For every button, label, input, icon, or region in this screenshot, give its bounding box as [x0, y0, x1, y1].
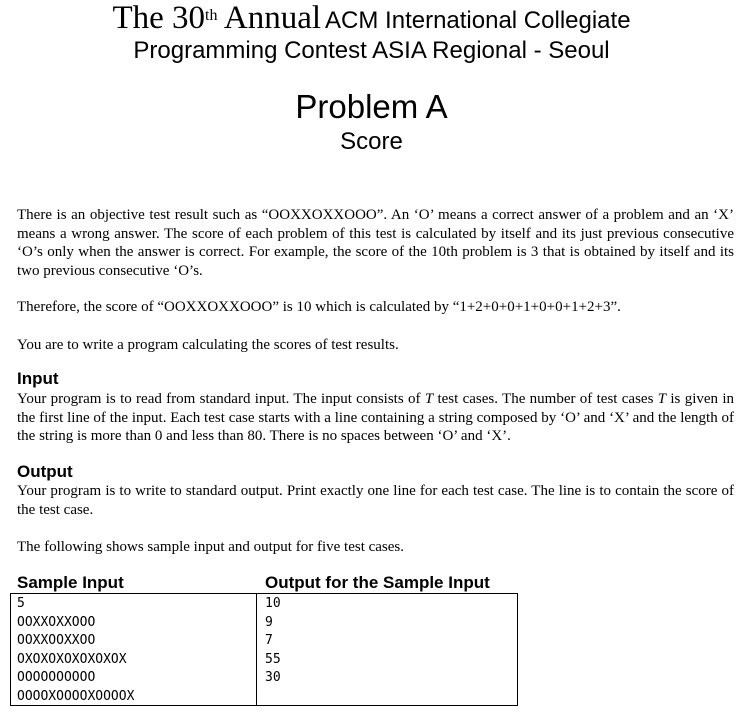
intro-paragraph-2: Therefore, the score of “OOXXOXXOOO” is 10 which is calculated by “1+2+0+0+1+0+0+1+2+3”. [17, 299, 621, 315]
sample-output-list [265, 595, 281, 688]
contest-name: ACM International Collegiate [325, 7, 631, 34]
sample-table-divider [256, 593, 257, 705]
annual-text: Annual [223, 0, 322, 36]
intro-paragraph-3: You are to write a program calculating the scores of test results. [17, 337, 399, 353]
input-text-b: test cases. The number of test cases [433, 391, 658, 407]
contest-ordinal-text: The 30 [112, 0, 205, 36]
sample-input-line: OOXXOXXOOO [17, 614, 96, 630]
sample-input-line: OXOXOXOXOXOXOX [17, 651, 127, 667]
output-heading: Output [17, 462, 73, 481]
sample-input-line: OOOOXOOOOXOOOOX [17, 688, 135, 704]
output-description: Your program is to write to standard output. Print exactly one line for each test case. The line is to contain the score of the test case. [17, 483, 734, 518]
variable-t: T [657, 391, 667, 407]
input-text-c: is given in the first line of the input. Each test case starts with a line containing a string composed by ‘O’ and ‘X’ and the length of the string is more than 0 and less than 80. There is no spaces between ‘O’ and ‘X’. [17, 391, 734, 444]
contest-title-line1 [0, 0, 743, 36]
sample-intro: The following shows sample input and output for five test cases. [17, 539, 405, 555]
sample-input-list [17, 595, 134, 706]
problem-subtitle: Score [340, 128, 403, 155]
sample-output-heading: Output for the Sample Input [265, 573, 490, 592]
ordinal-superscript: th [205, 7, 218, 24]
input-description [17, 390, 734, 446]
sample-output-line: 7 [265, 633, 273, 648]
contest-ordinal [112, 0, 321, 36]
sample-input-line: OOOOOOOOOO [17, 670, 96, 685]
input-heading: Input [17, 369, 59, 388]
sample-output-line: 30 [265, 670, 281, 685]
sample-input-line: 5 [17, 596, 25, 611]
sample-output-line: 10 [265, 596, 281, 611]
variable-t: T [424, 391, 434, 407]
contest-title-line2: Programming Contest ASIA Regional - Seoul [133, 37, 610, 64]
sample-output-line: 55 [265, 651, 281, 667]
intro-paragraph-1: There is an objective test result such as “OOXXOXXOOO”. An ‘O’ means a correct answer of a problem and an ‘X’ means a wrong answer. The score of each problem of this test is calculated by itself and its just previous consecutive ‘O’s only when the answer is correct. For example, the score of the 10th problem is 3 that is obtained by itself and its two previous consecutive ‘O’s. [17, 207, 734, 279]
problem-title: Problem A [295, 88, 448, 125]
sample-input-line: OOXXOOXXOO [17, 633, 96, 648]
input-text-a: Your program is to read from standard input. The input consists of [17, 391, 425, 407]
sample-output-line: 9 [265, 614, 273, 630]
sample-input-heading: Sample Input [17, 573, 124, 592]
